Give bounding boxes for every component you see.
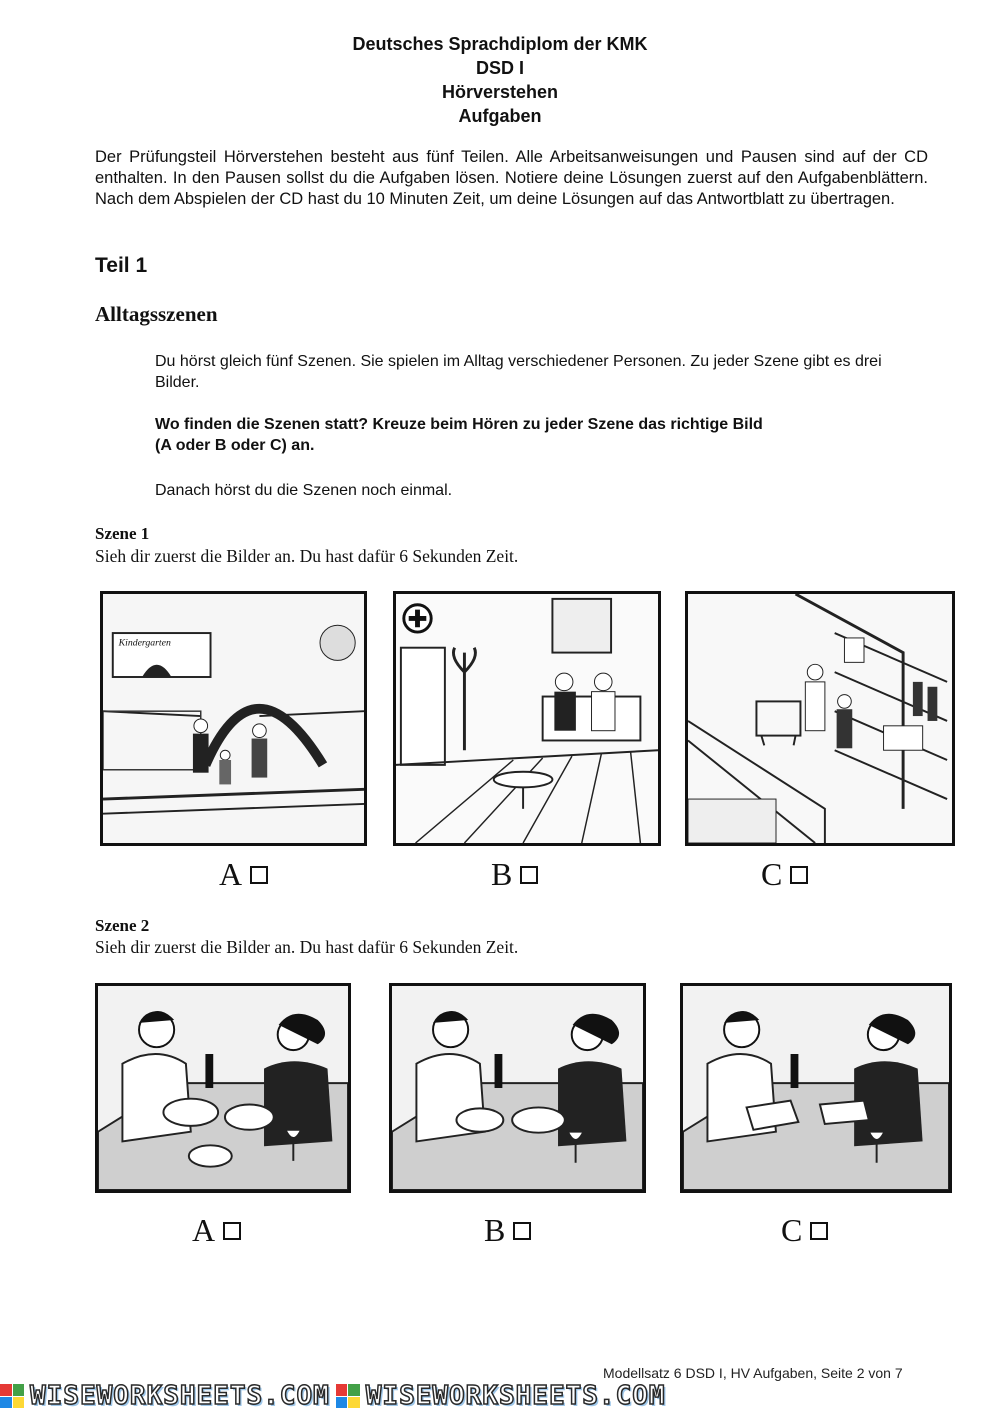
- scene-1-picture-c-supermarket: [685, 591, 955, 846]
- scene-1-subtitle: Sieh dir zuerst die Bilder an. Du hast dafür 6 Sekunden Zeit.: [95, 546, 519, 566]
- scene-2-option-b: [484, 1212, 531, 1249]
- section-title: Alltagsszenen: [95, 302, 218, 326]
- kindergarten-sign: Kindergarten: [118, 637, 171, 649]
- scene-2-picture-b-shared-pizza: [389, 983, 646, 1193]
- scene-1-option-c-checkbox[interactable]: [790, 866, 808, 884]
- scene-2-option-c: [781, 1212, 828, 1249]
- instruction-repeat: Danach hörst du die Szenen noch einmal.: [155, 482, 453, 499]
- scene-1-option-b-checkbox[interactable]: [520, 866, 538, 884]
- brand-text: WISEWORKSHEETS.COM: [365, 1381, 666, 1411]
- instruction-scenes: Du hörst gleich fünf Szenen. Sie spielen im Alltag verschiedener Personen. Zu jeder Szene gibt es drei Bilder.: [155, 353, 882, 391]
- scene-2-title: Szene 2: [95, 916, 150, 935]
- scene-1-title: Szene 1: [95, 524, 150, 543]
- scene-2-subtitle: Sieh dir zuerst die Bilder an. Du hast dafür 6 Sekunden Zeit.: [95, 937, 519, 957]
- intro-paragraph: Der Prüfungsteil Hörverstehen besteht aus fünf Teilen. Alle Arbeitsanweisungen und Pausen sind auf der CD enthalten. In den Pausen sollst du die Aufgaben lösen. Notiere deine Lösungen zuerst auf den Aufgabenblättern. Nach dem Abspielen der CD hast du 10 Minuten Zeit, um deine Lösungen auf das Antwortblatt zu übertragen.: [95, 148, 928, 208]
- instruction-task-line2: (A oder B oder C) an.: [155, 437, 315, 454]
- scene-2-option-a-label: A: [192, 1212, 216, 1248]
- brand-watermark-2: [336, 1381, 666, 1411]
- scene-2-option-b-label: B: [484, 1212, 506, 1248]
- scene-2-option-b-checkbox[interactable]: [513, 1222, 531, 1240]
- scene-1-picture-a-kindergarten: [100, 591, 367, 846]
- scene-2-option-c-checkbox[interactable]: [810, 1222, 828, 1240]
- scene-2-picture-c-menu-reading: [680, 983, 952, 1193]
- scene-1-option-a: [219, 856, 268, 893]
- scene-2-option-a-checkbox[interactable]: [223, 1222, 241, 1240]
- scene-1-option-b-label: B: [491, 856, 513, 892]
- instruction-task: [155, 414, 915, 456]
- instruction-task-line1: Wo finden die Szenen statt? Kreuze beim Hören zu jeder Szene das richtige Bild: [155, 416, 763, 433]
- header-subject: Hörverstehen: [441, 82, 559, 102]
- page-footer: Modellsatz 6 DSD I, HV Aufgaben, Seite 2 von 7: [603, 1365, 903, 1381]
- brand-logo-icon: [336, 1384, 360, 1408]
- header-tasks: Aufgaben: [458, 106, 542, 126]
- scene-2-option-c-label: C: [781, 1212, 803, 1248]
- brand-text: WISEWORKSHEETS.COM: [30, 1381, 330, 1411]
- brand-logo-icon: [0, 1384, 24, 1408]
- header-title: Deutsches Sprachdiplom der KMK: [352, 34, 648, 54]
- scene-2-option-a: [192, 1212, 241, 1249]
- page-header: [0, 32, 1000, 128]
- scene-1-option-b: [491, 856, 538, 893]
- scene-1-option-c-label: C: [761, 856, 783, 892]
- scene-1-option-c: [761, 856, 808, 893]
- scene-2-picture-a-pizza-dinner: [95, 983, 351, 1193]
- header-dsd: DSD I: [475, 58, 524, 78]
- scene-1-picture-b-waiting-room: [393, 591, 661, 846]
- watermark-bar: [0, 1379, 1000, 1413]
- scene-1-option-a-checkbox[interactable]: [250, 866, 268, 884]
- brand-watermark-1: [0, 1381, 330, 1411]
- scene-1-option-a-label: A: [219, 856, 243, 892]
- part-heading: Teil 1: [95, 254, 148, 277]
